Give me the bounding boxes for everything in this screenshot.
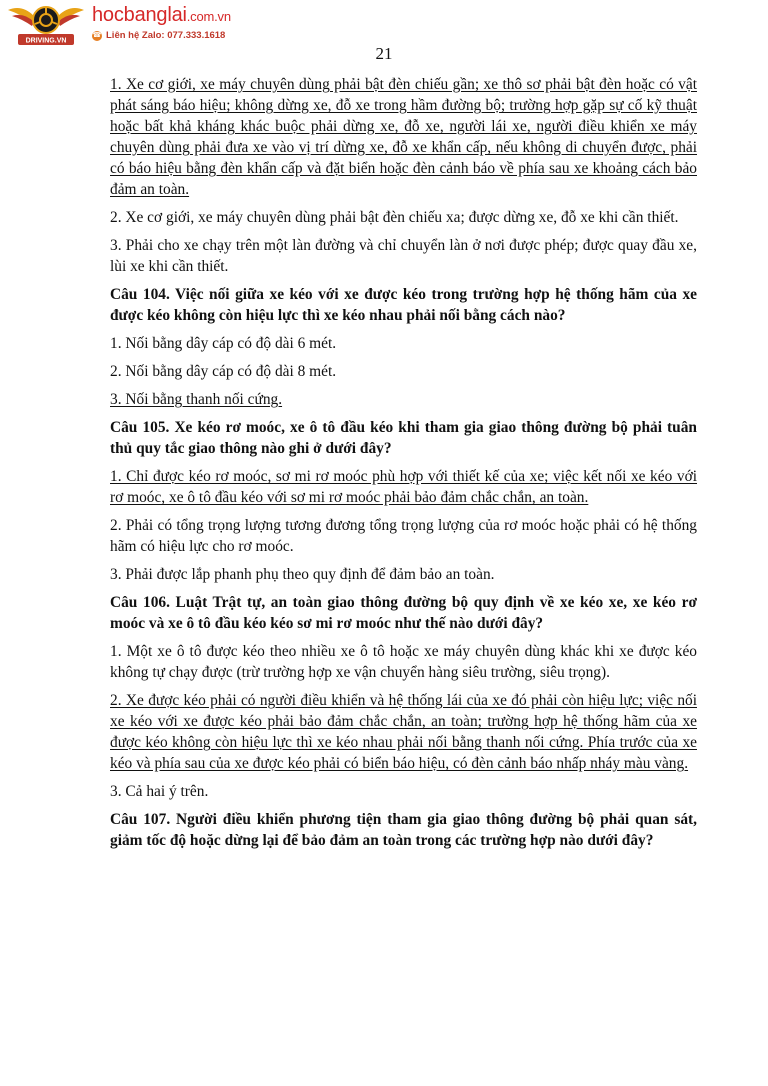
phone-icon: ☎ <box>92 31 102 39</box>
answer-option: 1. Chỉ được kéo rơ moóc, sơ mi rơ moóc phù hợp với thiết kế của xe; việc kết nối xe kéo với rơ moóc, xe ô tô đầu kéo với sơ mi rơ moóc phải bảo đảm chắc chắn, an toàn. <box>110 468 697 506</box>
site-logo[interactable] <box>4 2 264 46</box>
site-name <box>92 4 231 27</box>
answer-option: 1. Xe cơ giới, xe máy chuyên dùng phải bật đèn chiếu gần; xe thô sơ phải bật đèn hoặc có vật phát sáng báo hiệu; không dừng xe, đỗ xe trong hầm đường bộ; trường hợp gặp sự cố kỹ thuật hoặc bất khả kháng khác buộc phải dừng xe, đỗ xe, người lái xe, người điều khiển xe máy chuyên dùng phải đưa xe vào vị trí dừng xe, đỗ xe khẩn cấp, nếu không di chuyển được, phải có báo hiệu bằng đèn khẩn cấp và đặt biển hoặc đèn cảnh báo về phía sau xe khoảng cách bảo đảm an toàn. <box>110 76 697 198</box>
badge-label: DRIVING.VN <box>25 37 67 45</box>
page-number: 21 <box>375 44 393 63</box>
answer-option: 2. Xe được kéo phải có người điều khiển và hệ thống lái của xe đó phải còn hiệu lực; việc nối xe kéo với xe được kéo phải bảo đảm chắc chắn, an toàn; trường hợp hệ thống hãm của xe được kéo không còn hiệu lực thì xe kéo nhau phải nối bằng thanh nối cứng. Phía trước của xe kéo và phía sau của xe được kéo phải có biển báo hiệu, có đèn cảnh báo nhấp nháy màu vàng. <box>110 692 697 772</box>
answer-option: 1. Nối bằng dây cáp có độ dài 6 mét. <box>110 335 337 352</box>
driving-badge-icon <box>4 2 88 46</box>
site-name-main: hocbanglai <box>92 4 187 26</box>
answer-option: 3. Nối bằng thanh nối cứng. <box>110 391 283 408</box>
answer-option: 2. Nối bằng dây cáp có độ dài 8 mét. <box>110 363 337 380</box>
question-106-title: Câu 106. Luật Trật tự, an toàn giao thông đường bộ quy định về xe kéo xe, xe kéo rơ moóc và xe ô tô đầu kéo kéo sơ mi rơ moóc như thế nào dưới đây? <box>110 594 697 632</box>
question-107-title: Câu 107. Người điều khiển phương tiện tham gia giao thông đường bộ phải quan sát, giảm tốc độ hoặc dừng lại để bảo đảm an toàn trong các trường hợp nào dưới đây? <box>110 811 697 849</box>
contact-text: Liên hệ Zalo: 077.333.1618 <box>106 30 226 41</box>
contact-line <box>92 30 225 41</box>
question-104-title: Câu 104. Việc nối giữa xe kéo với xe được kéo trong trường hợp hệ thống hãm của xe được kéo không còn hiệu lực thì xe kéo nhau phải nối bằng cách nào? <box>110 286 697 324</box>
answer-option: 2. Phải có tổng trọng lượng tương đương tổng trọng lượng của rơ moóc hoặc phải có hệ thống hãm có hiệu lực cho rơ moóc. <box>110 517 697 555</box>
answer-option: 3. Cả hai ý trên. <box>110 783 209 800</box>
document-body <box>110 74 697 858</box>
answer-option: 1. Một xe ô tô được kéo theo nhiều xe ô tô hoặc xe máy chuyên dùng khác khi xe được kéo không tự chạy được (trừ trường hợp xe vận chuyển hàng siêu trường, siêu trọng). <box>110 643 697 681</box>
answer-option: 2. Xe cơ giới, xe máy chuyên dùng phải bật đèn chiếu xa; được dừng xe, đỗ xe khi cần thiết. <box>110 209 679 226</box>
answer-option: 3. Phải cho xe chạy trên một làn đường và chỉ chuyển làn ở nơi được phép; được quay đầu xe, lùi xe khi cần thiết. <box>110 237 697 275</box>
answer-option: 3. Phải được lắp phanh phụ theo quy định để đảm bảo an toàn. <box>110 566 495 583</box>
question-105-title: Câu 105. Xe kéo rơ moóc, xe ô tô đầu kéo khi tham gia giao thông đường bộ phải tuân thủ quy tắc giao thông nào ghi ở dưới đây? <box>110 419 697 457</box>
site-name-suffix: .com.vn <box>186 9 231 24</box>
